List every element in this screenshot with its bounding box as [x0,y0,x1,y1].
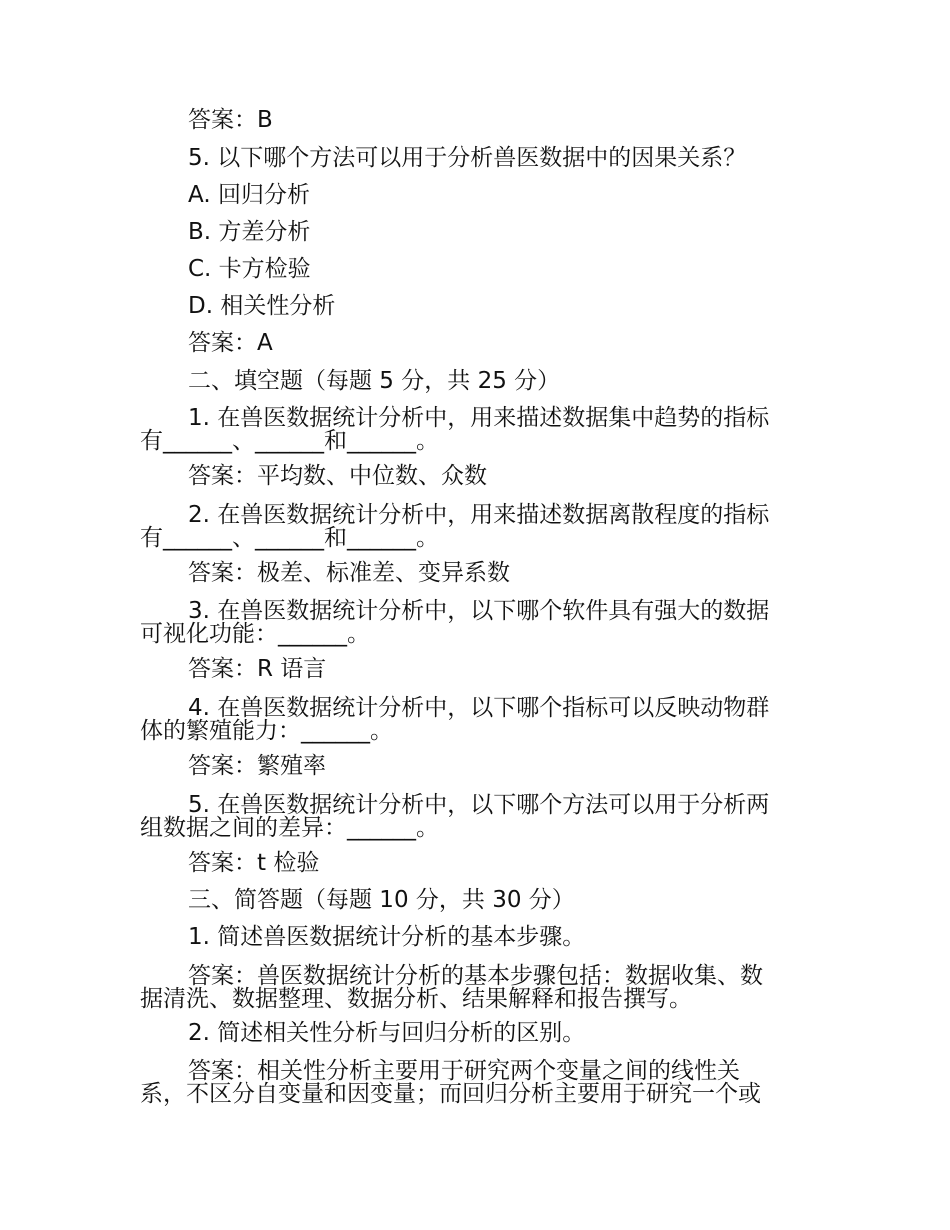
question-5: 5. 以下哪个方法可以用于分析兽医数据中的因果关系？ [188,145,747,171]
short-question-1: 1. 简述兽医数据统计分析的基本步骤。 [188,924,586,950]
answer-line: 答案：繁殖率 [188,753,326,779]
answer-line: 答案：极差、标准差、变异系数 [188,560,510,586]
answer-line: 答案：A [188,330,273,356]
answer-line: 答案：t 检验 [188,850,320,876]
section-heading: 二、填空题（每题 5 分，共 25 分） [188,368,561,394]
fill-question-4-cont: 体的繁殖能力：______。 [140,718,393,744]
fill-question-1-cont: 有______、______和______。 [140,428,439,454]
option-a: A. 回归分析 [188,182,310,208]
short-question-2: 2. 简述相关性分析与回归分析的区别。 [188,1020,586,1046]
fill-question-5-cont: 组数据之间的差异：______。 [140,815,439,841]
fill-question-3-cont: 可视化功能：______。 [140,621,370,647]
fill-question-2: 2. 在兽医数据统计分析中，用来描述数据离散程度的指标 [188,502,770,528]
option-b: B. 方差分析 [188,219,311,245]
option-d: D. 相关性分析 [188,293,336,319]
fill-question-1: 1. 在兽医数据统计分析中，用来描述数据集中趋势的指标 [188,405,770,431]
short-answer-1-cont: 据清洗、数据整理、数据分析、结果解释和报告撰写。 [140,986,692,1012]
answer-line: 答案：R 语言 [188,656,327,682]
option-c: C. 卡方检验 [188,256,311,282]
short-answer-2: 答案：相关性分析主要用于研究两个变量之间的线性关 [188,1058,740,1084]
short-answer-1: 答案：兽医数据统计分析的基本步骤包括：数据收集、数 [188,963,763,989]
answer-line: 答案：平均数、中位数、众数 [188,463,487,489]
section-heading: 三、简答题（每题 10 分，共 30 分） [188,887,575,913]
fill-question-3: 3. 在兽医数据统计分析中，以下哪个软件具有强大的数据 [188,598,770,624]
fill-question-4: 4. 在兽医数据统计分析中，以下哪个指标可以反映动物群 [188,695,770,721]
fill-question-2-cont: 有______、______和______。 [140,525,439,551]
short-answer-2-cont: 系，不区分自变量和因变量；而回归分析主要用于研究一个或 [140,1081,761,1107]
fill-question-5: 5. 在兽医数据统计分析中，以下哪个方法可以用于分析两 [188,792,770,818]
answer-line: 答案：B [188,107,273,133]
